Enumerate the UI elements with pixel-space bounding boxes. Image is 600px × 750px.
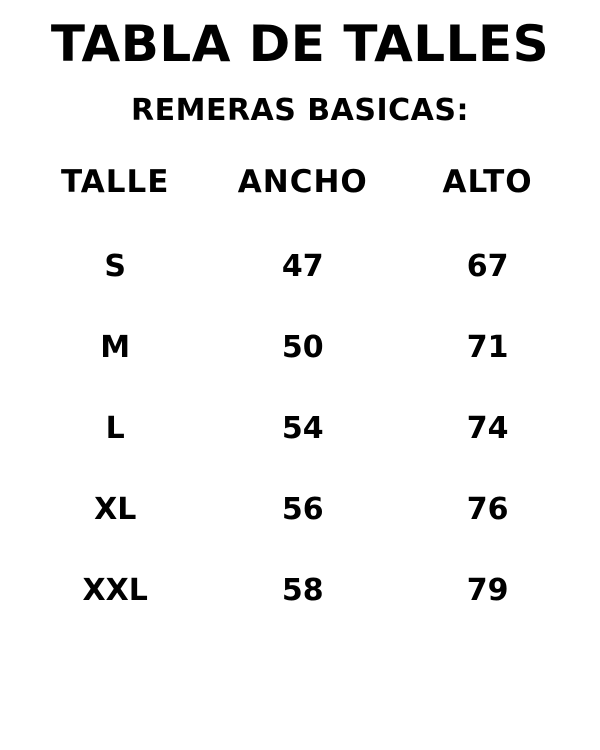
- table-row: [20, 388, 580, 469]
- table-row: [20, 226, 580, 307]
- table-header: [20, 164, 580, 226]
- cell-alto: 76: [466, 491, 509, 527]
- page-title: TABLA DE TALLES: [50, 15, 550, 73]
- page-subtitle: REMERAS BASICAS:: [131, 92, 469, 128]
- cell-talle: L: [105, 410, 125, 446]
- table-header-row: [20, 164, 580, 226]
- cell-talle: XXL: [82, 572, 148, 608]
- table-row: [20, 307, 580, 388]
- cell-ancho: 58: [281, 572, 324, 608]
- cell-ancho: 54: [281, 410, 324, 446]
- table-row: [20, 469, 580, 550]
- column-header-ancho: ANCHO: [237, 163, 368, 200]
- cell-ancho: 50: [281, 329, 324, 365]
- column-header-talle: TALLE: [60, 163, 170, 200]
- size-table: [20, 164, 580, 631]
- cell-ancho: 47: [281, 248, 324, 284]
- table-row: [20, 550, 580, 631]
- cell-talle: M: [100, 329, 131, 365]
- cell-talle: S: [104, 248, 126, 284]
- cell-alto: 67: [466, 248, 509, 284]
- cell-ancho: 56: [281, 491, 324, 527]
- table-body: [20, 226, 580, 631]
- cell-talle: XL: [94, 491, 137, 527]
- cell-alto: 79: [466, 572, 509, 608]
- column-header-alto: ALTO: [442, 163, 533, 200]
- cell-alto: 71: [466, 329, 509, 365]
- cell-alto: 74: [466, 410, 509, 446]
